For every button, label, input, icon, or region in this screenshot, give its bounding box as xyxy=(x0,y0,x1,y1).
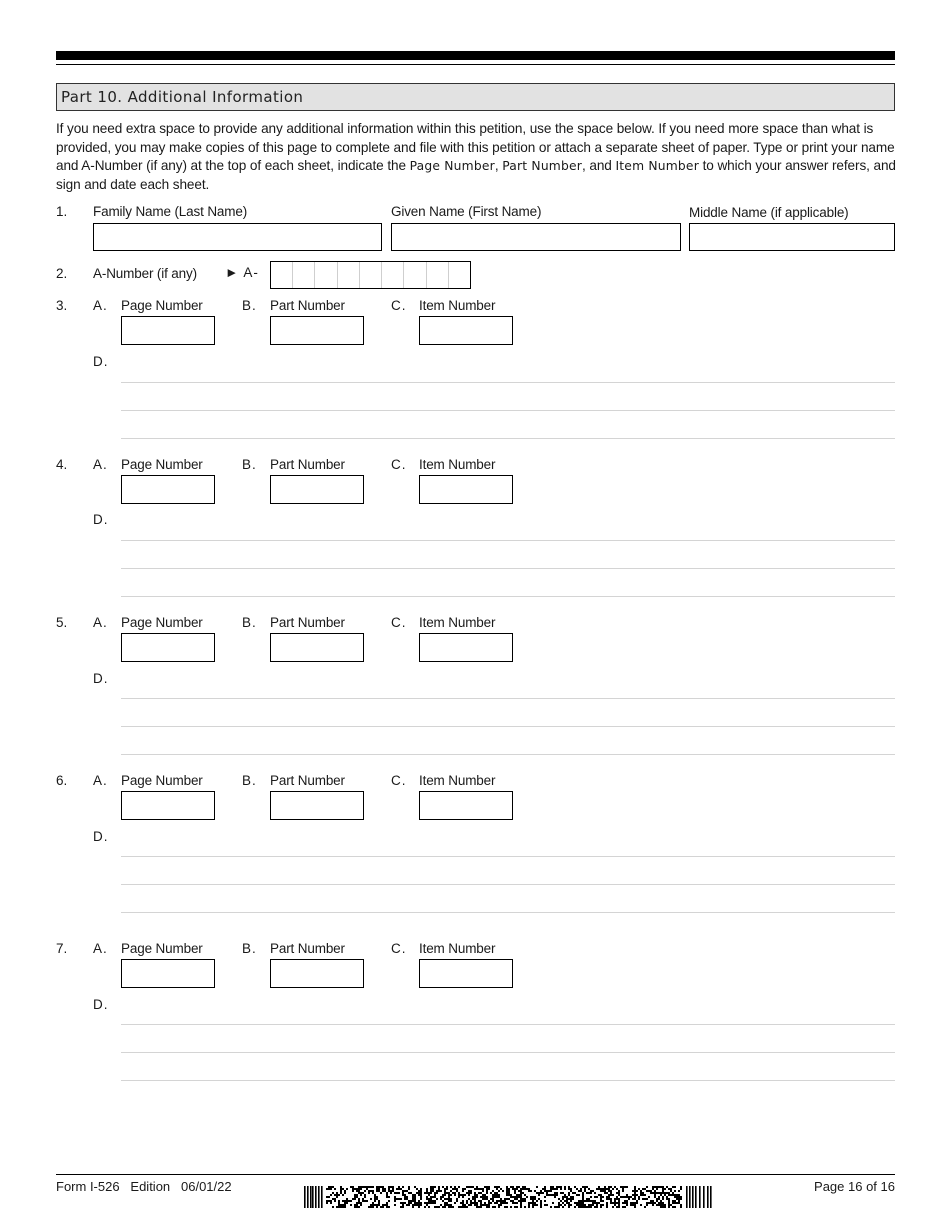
entry-letter-c: C. xyxy=(391,773,407,788)
answer-line[interactable] xyxy=(121,568,895,569)
page-number-label: Page Number xyxy=(121,298,203,313)
page-number-field[interactable] xyxy=(121,316,215,345)
instructions-paragraph xyxy=(56,120,898,194)
part-number-field[interactable] xyxy=(270,791,364,820)
entry-number: 4. xyxy=(56,457,68,472)
answer-line[interactable] xyxy=(121,726,895,727)
a-number-digit xyxy=(360,262,382,288)
family-name-label: Family Name (Last Name) xyxy=(93,204,248,219)
part-number-label: Part Number xyxy=(270,773,345,788)
page-number-field[interactable] xyxy=(121,475,215,504)
item-number: 1. xyxy=(56,204,68,219)
part-number-label: Part Number xyxy=(270,615,345,630)
page-number-label: Page Number xyxy=(121,615,203,630)
page-number-label: Page Number xyxy=(121,457,203,472)
a-number-prefix: ► A- xyxy=(225,265,259,280)
a-number-field[interactable] xyxy=(270,261,471,289)
header-rule-thick xyxy=(56,51,895,60)
answer-line[interactable] xyxy=(121,856,895,857)
answer-line[interactable] xyxy=(121,1024,895,1025)
given-name-label: Given Name (First Name) xyxy=(391,204,542,219)
entry-letter-b: B. xyxy=(242,941,257,956)
intro-item-number: Item Number xyxy=(615,159,699,173)
given-name-field[interactable] xyxy=(391,223,681,251)
part-title: Part 10. Additional Information xyxy=(61,88,304,106)
part-number-field[interactable] xyxy=(270,633,364,662)
answer-line[interactable] xyxy=(121,912,895,913)
intro-part-number: Part Number xyxy=(502,159,583,173)
intro-sep-2: , and xyxy=(582,158,616,173)
entry-letter-b: B. xyxy=(242,457,257,472)
page-number-label: Page Number xyxy=(121,773,203,788)
entry-number: 6. xyxy=(56,773,68,788)
entry-letter-d: D. xyxy=(93,512,109,527)
item-number: 2. xyxy=(56,266,68,281)
part-number-field[interactable] xyxy=(270,316,364,345)
entry-letter-c: C. xyxy=(391,298,407,313)
page-number-field[interactable] xyxy=(121,791,215,820)
answer-line[interactable] xyxy=(121,410,895,411)
entry-letter-c: C. xyxy=(391,941,407,956)
answer-line[interactable] xyxy=(121,382,895,383)
a-number-digit xyxy=(315,262,337,288)
item-number-field[interactable] xyxy=(419,316,513,345)
answer-line[interactable] xyxy=(121,884,895,885)
answer-line[interactable] xyxy=(121,596,895,597)
item-number-field[interactable] xyxy=(419,475,513,504)
intro-page-number: Page Number xyxy=(409,159,495,173)
part-number-label: Part Number xyxy=(270,457,345,472)
entry-letter-c: C. xyxy=(391,457,407,472)
entry-letter-d: D. xyxy=(93,354,109,369)
header-rule-thin xyxy=(56,64,895,65)
page-number-field[interactable] xyxy=(121,633,215,662)
a-number-digit xyxy=(427,262,449,288)
answer-line[interactable] xyxy=(121,1080,895,1081)
intro-text-1: If you need extra space to provide any additional information within this petition, use the space below. If you need more space than what is provided, you may make copies of this page to complete and file with this petition or attach a separate sheet of paper. Type or print your name and A-Number (if any) at the top of each sheet, indicate the xyxy=(56,121,895,173)
answer-line[interactable] xyxy=(121,698,895,699)
a-number-digit xyxy=(449,262,470,288)
part-title-bar xyxy=(56,83,895,111)
a-number-digit xyxy=(404,262,426,288)
page-indicator: Page 16 of 16 xyxy=(814,1179,895,1194)
item-number-label: Item Number xyxy=(419,298,496,313)
entry-letter-b: B. xyxy=(242,298,257,313)
entry-letter-b: B. xyxy=(242,773,257,788)
entry-letter-c: C. xyxy=(391,615,407,630)
answer-line[interactable] xyxy=(121,1052,895,1053)
entry-number: 3. xyxy=(56,298,68,313)
entry-letter-a: A. xyxy=(93,298,108,313)
footer-rule xyxy=(56,1174,895,1175)
item-number-field[interactable] xyxy=(419,959,513,988)
intro-text-2: to which your answer refers, and sign and date each sheet. xyxy=(56,158,896,192)
entry-letter-d: D. xyxy=(93,671,109,686)
form-edition: Form I-526 Edition 06/01/22 xyxy=(56,1179,232,1194)
a-number-digit xyxy=(338,262,360,288)
answer-line[interactable] xyxy=(121,438,895,439)
item-number-field[interactable] xyxy=(419,633,513,662)
page-number-label: Page Number xyxy=(121,941,203,956)
part-number-label: Part Number xyxy=(270,941,345,956)
entry-number: 5. xyxy=(56,615,68,630)
answer-line[interactable] xyxy=(121,754,895,755)
entry-letter-d: D. xyxy=(93,829,109,844)
middle-name-field[interactable] xyxy=(689,223,895,251)
part-number-label: Part Number xyxy=(270,298,345,313)
entry-letter-a: A. xyxy=(93,615,108,630)
middle-name-label: Middle Name (if applicable) xyxy=(689,205,849,220)
a-number-digit xyxy=(293,262,315,288)
item-number-field[interactable] xyxy=(419,791,513,820)
entry-letter-a: A. xyxy=(93,457,108,472)
answer-line[interactable] xyxy=(121,540,895,541)
entry-letter-d: D. xyxy=(93,997,109,1012)
intro-sep-1: , xyxy=(494,158,503,173)
barcode-icon xyxy=(304,1186,714,1208)
item-number-label: Item Number xyxy=(419,941,496,956)
entry-letter-a: A. xyxy=(93,941,108,956)
part-number-field[interactable] xyxy=(270,475,364,504)
entry-number: 7. xyxy=(56,941,68,956)
a-number-label: A-Number (if any) xyxy=(93,266,197,281)
entry-letter-b: B. xyxy=(242,615,257,630)
a-number-digit xyxy=(382,262,404,288)
family-name-field[interactable] xyxy=(93,223,382,251)
item-number-label: Item Number xyxy=(419,615,496,630)
item-number-label: Item Number xyxy=(419,773,496,788)
a-number-digit xyxy=(271,262,293,288)
item-number-label: Item Number xyxy=(419,457,496,472)
part-number-field[interactable] xyxy=(270,959,364,988)
page-number-field[interactable] xyxy=(121,959,215,988)
entry-letter-a: A. xyxy=(93,773,108,788)
